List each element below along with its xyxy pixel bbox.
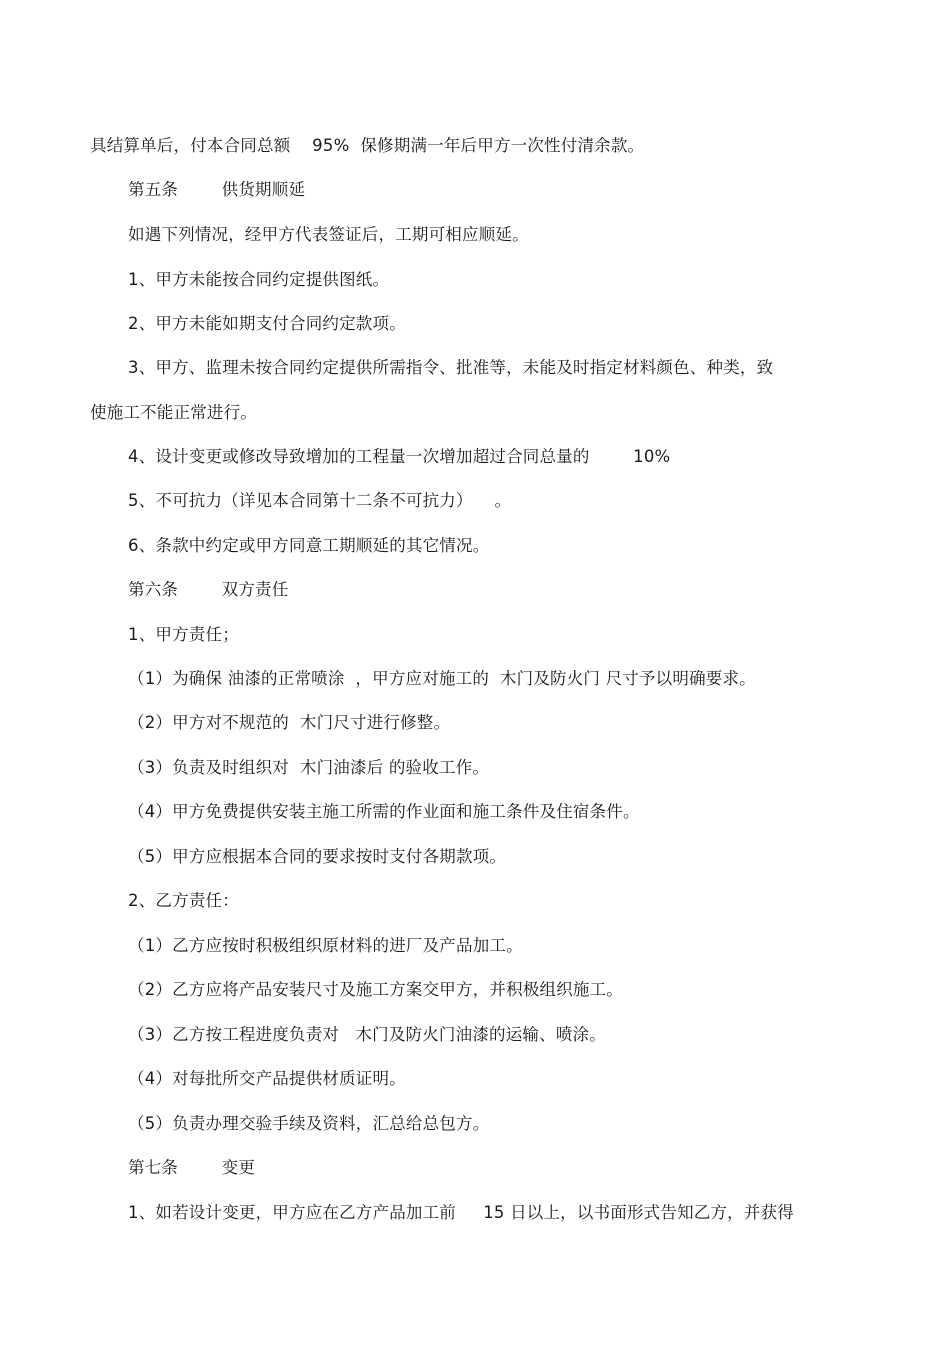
party-b-item-1: （1）乙方应按时积极组织原材料的进厂及产品加工。 <box>128 936 523 955</box>
party-a-item-3: （3）负责及时组织对 木门油漆后 的验收工作。 <box>128 758 490 777</box>
party-b-item-2: （2）乙方应将产品安装尺寸及施工方案交甲方，并积极组织施工。 <box>128 980 623 999</box>
article-5-item-3: 3、甲方、监理未按合同约定提供所需指令、批准等，未能及时指定材料颜色、种类，致 <box>128 358 774 377</box>
party-b-responsibility-heading: 2、乙方责任： <box>128 891 239 910</box>
article-5-intro: 如遇下列情况，经甲方代表签证后，工期可相应顺延。 <box>128 225 529 244</box>
party-b-item-4: （4）对每批所交产品提供材质证明。 <box>128 1069 406 1088</box>
party-a-responsibility-heading: 1、甲方责任； <box>128 625 239 644</box>
article-7-heading: 第七条 变更 <box>128 1158 256 1177</box>
party-b-item-5: （5）负责办理交验手续及资料，汇总给总包方。 <box>128 1114 490 1133</box>
party-a-item-4: （4）甲方免费提供安装主施工所需的作业面和施工条件及住宿条件。 <box>128 802 640 821</box>
article-5-item-4: 4、设计变更或修改导致增加的工程量一次增加超过合同总量的 10% <box>128 447 671 466</box>
article-5-item-2: 2、甲方未能如期支付合同约定款项。 <box>128 314 406 333</box>
article-5-item-1: 1、甲方未能按合同约定提供图纸。 <box>128 270 390 289</box>
article-5-heading: 第五条 供货期顺延 <box>128 180 306 199</box>
paragraph-payment-continuation: 具结算单后，付本合同总额 95% 保修期满一年后甲方一次性付清余款。 <box>90 136 645 155</box>
article-6-heading: 第六条 双方责任 <box>128 580 289 599</box>
party-b-item-3: （3）乙方按工程进度负责对 木门及防火门油漆的运输、喷涂。 <box>128 1025 606 1044</box>
article-5-item-6: 6、条款中约定或甲方同意工期顺延的其它情况。 <box>128 536 490 555</box>
article-7-item-1: 1、如若设计变更，甲方应在乙方产品加工前 15 日以上，以书面形式告知乙方，并获得 <box>128 1203 794 1222</box>
article-5-item-5: 5、不可抗力（详见本合同第十二条不可抗力） 。 <box>128 491 512 510</box>
party-a-item-5: （5）甲方应根据本合同的要求按时支付各期款项。 <box>128 847 507 866</box>
party-a-item-1: （1）为确保 油漆的正常喷涂 ，甲方应对施工的 木门及防火门 尺寸予以明确要求。 <box>128 669 756 688</box>
party-a-item-2: （2）甲方对不规范的 木门尺寸进行修整。 <box>128 713 451 732</box>
article-5-item-3-continuation: 使施工不能正常进行。 <box>90 403 257 422</box>
